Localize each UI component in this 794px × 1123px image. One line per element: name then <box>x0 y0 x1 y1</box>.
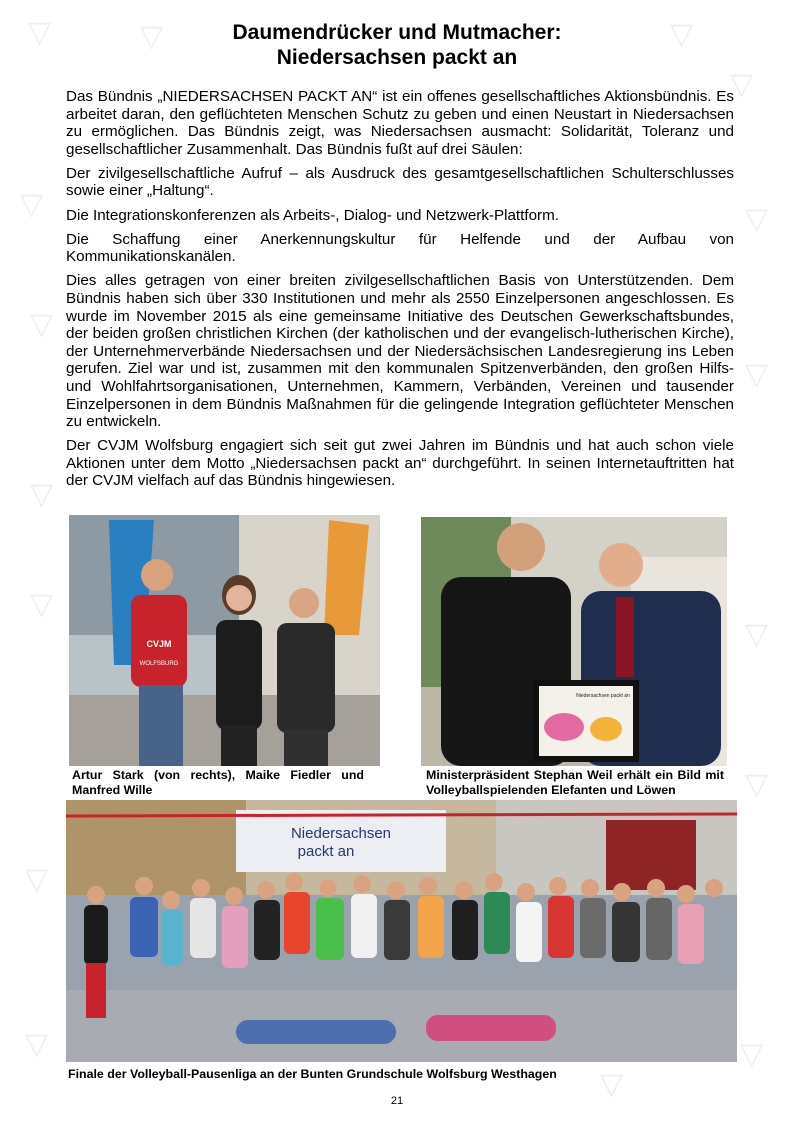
cvjm-watermark-icon: ▽ <box>30 307 54 342</box>
photo-caption-1: Artur Stark (von rechts), Maike Fiedler und Manfred Wille <box>72 768 364 797</box>
cvjm-watermark-icon: ▽ <box>30 587 54 622</box>
cvjm-watermark-icon: ▽ <box>745 767 769 802</box>
photo-stark-fiedler-wille <box>69 515 380 766</box>
page-title <box>60 17 734 70</box>
photo-caption-2: Ministerpräsident Stephan Weil erhält ein Bild mit Volleyballspielenden Elefanten und Löwen <box>426 768 724 797</box>
paragraph: Die Schaffung einer Anerkennungskultur für Helfende und der Aufbau von Kommunikationskanälen. <box>66 230 734 266</box>
banner-line-1: Niedersachsen <box>290 825 392 842</box>
cvjm-watermark-icon: ▽ <box>730 67 754 102</box>
article-body <box>66 88 734 496</box>
cvjm-watermark-icon: ▽ <box>745 202 769 237</box>
cvjm-watermark-icon: ▽ <box>670 17 694 52</box>
photo-volleyball-finale <box>66 800 737 1062</box>
paragraph: Der CVJM Wolfsburg engagiert sich seit gut zwei Jahren im Bündnis und hat auch schon viele Aktionen unter dem Motto „Niedersachsen packt an“ durchgeführt. In seinen Internetauftritten hat der CVJM vielfach auf das Bündnis hingewiesen. <box>66 437 734 490</box>
paragraph: Das Bündnis „NIEDERSACHSEN PACKT AN“ ist ein offenes gesellschaftliches Aktionsbündnis. Es arbeitet daran, den geflüchteten Menschen Schutz zu geben und einen Neustart in Niedersachsen zu ermöglichen. Das Bündnis zeigt, was Niedersachsen ausmacht: Solidarität, Toleranz und gesellschaftlicher Zusammenhalt. Das Bündnis fußt auf drei Säulen: <box>66 88 734 158</box>
cvjm-watermark-icon: ▽ <box>740 1037 764 1072</box>
shirt-subtext: WOLFSBURG <box>139 661 179 667</box>
paragraph: Der zivilgesellschaftliche Aufruf – als Ausdruck des gesamtgesellschaftlichen Schulterschlusses sowie einer „Haltung“. <box>66 164 734 200</box>
shirt-text: CVJM <box>146 639 172 649</box>
paragraph: Die Integrationskonferenzen als Arbeits-, Dialog- und Netzwerk-Plattform. <box>66 206 559 224</box>
cvjm-watermark-icon: ▽ <box>25 1027 49 1062</box>
cvjm-watermark-icon: ▽ <box>745 617 769 652</box>
cvjm-watermark-icon: ▽ <box>25 862 49 897</box>
cvjm-watermark-icon: ▽ <box>745 357 769 392</box>
cvjm-watermark-icon: ▽ <box>600 1067 624 1102</box>
painting-text: Niedersachsen packt an <box>576 693 630 699</box>
banner-line-2: packt an <box>297 843 355 860</box>
photo-caption-3: Finale der Volleyball-Pausenliga an der Bunten Grundschule Wolfsburg Westhagen <box>68 1067 557 1081</box>
cvjm-watermark-icon: ▽ <box>20 187 44 222</box>
paragraph: Dies alles getragen von einer breiten zivilgesellschaftlichen Basis von Unterstützenden. Dem Bündnis haben sich über 330 Institutionen und mehr als 2550 Einzelpersonen angeschlossen. Es wurde im November 2015 als eine gemeinsame Initiative des Deutschen Gewerkschaftsbundes, der beiden großen christlichen Kirchen (der katholischen und der evangelisch-lutherischen Kirche), der Unternehmerverbände Niedersachsen und der Niedersächsischen Landesregierung ins Leben gerufen. Ziel war und ist, zusammen mit den kommunalen Spitzenverbänden, den großen Hilfs- und Wohlfahrtsorganisationen, Unternehmen, Kammern, Verbänden, Vereinen und tausender Einzelpersonen in dem Bündnis Maßnahmen für die gelingende Integration geflüchteter Menschen zu entwickeln. <box>66 272 734 431</box>
photo-weil-painting <box>421 517 727 766</box>
cvjm-watermark-icon: ▽ <box>30 477 54 512</box>
title-line-1: Daumendrücker und Mutmacher: <box>232 21 562 44</box>
cvjm-watermark-icon: ▽ <box>28 15 52 50</box>
cvjm-watermark-icon: ▽ <box>140 19 164 54</box>
title-line-2: Niedersachsen packt an <box>276 46 518 69</box>
page-number: 21 <box>390 1095 404 1107</box>
